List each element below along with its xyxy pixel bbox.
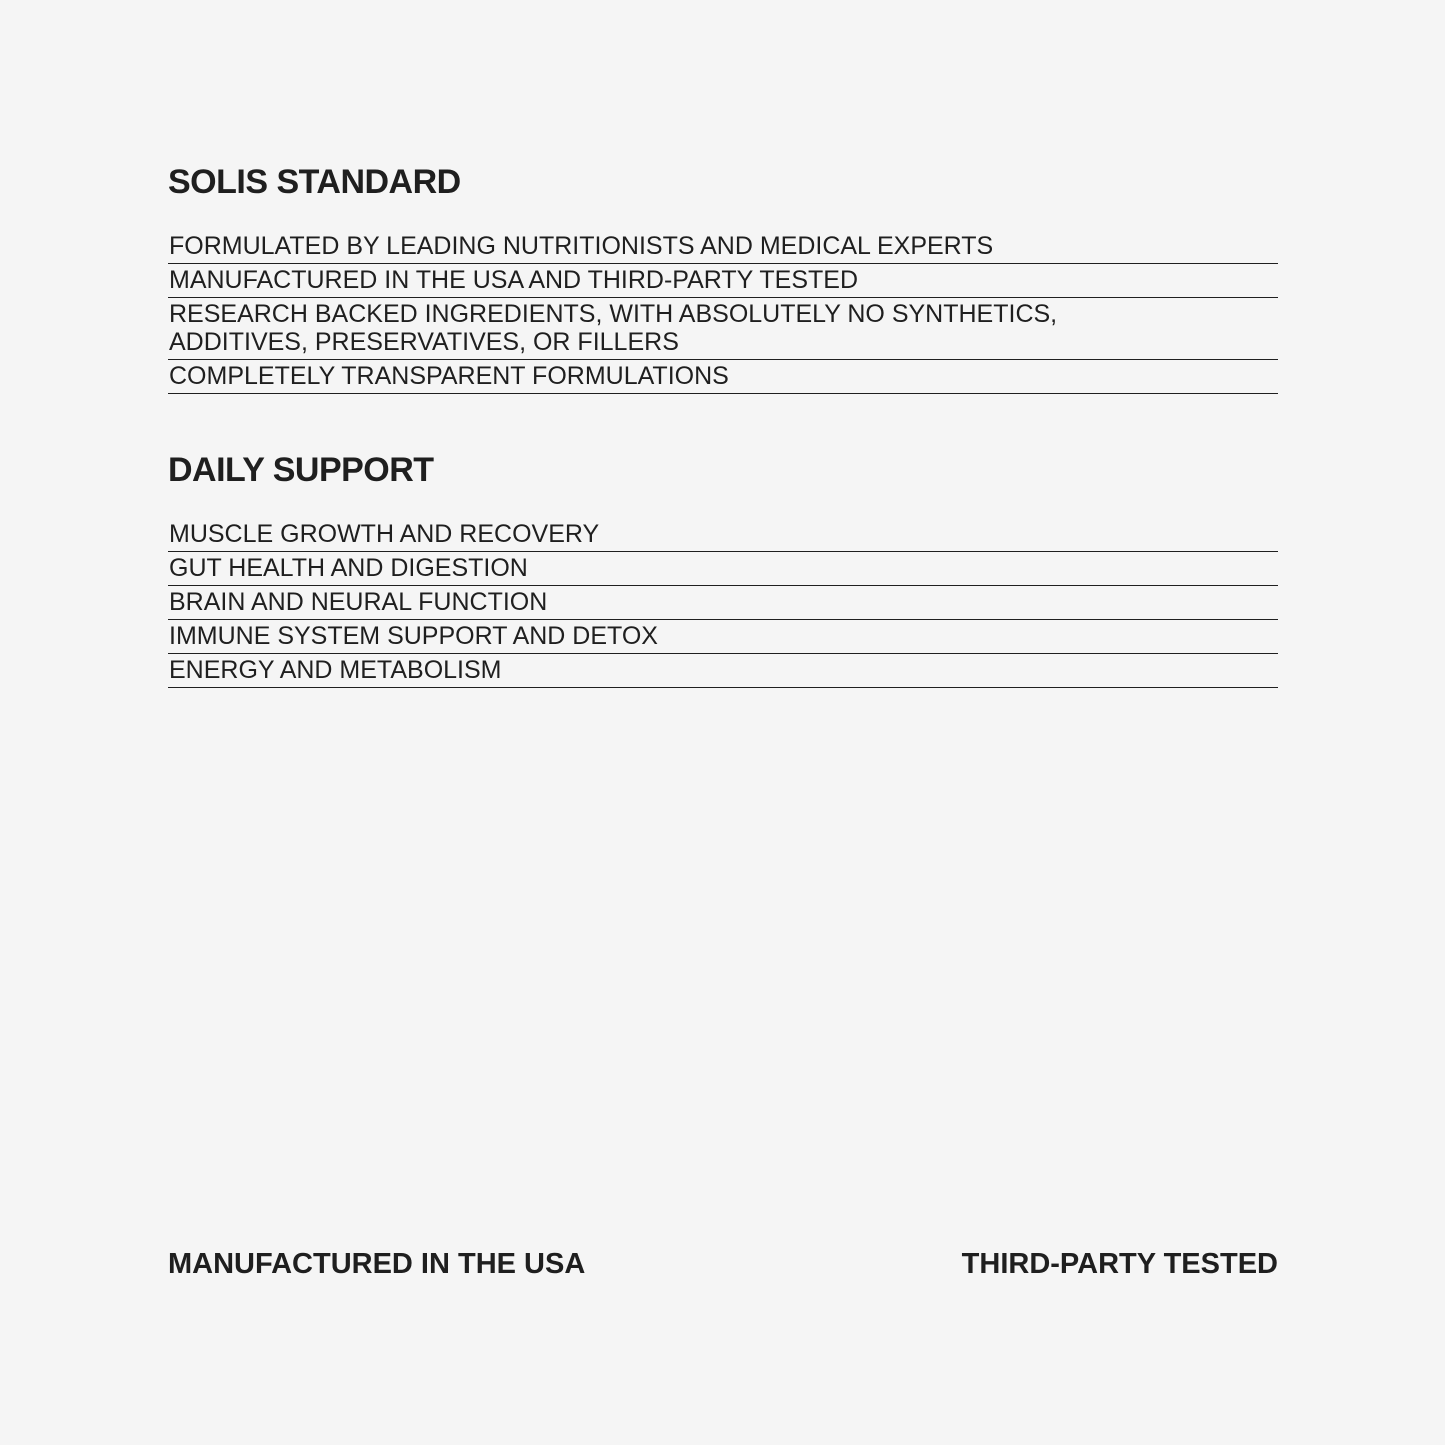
list-item: ENERGY AND METABOLISM: [168, 654, 1278, 688]
list: [168, 518, 1278, 688]
section-title: DAILY SUPPORT: [168, 451, 434, 489]
footer: [168, 1246, 1278, 1282]
spacer: [168, 394, 1278, 448]
list-item: FORMULATED BY LEADING NUTRITIONISTS AND MEDICAL EXPERTS: [168, 230, 1278, 264]
list-item: COMPLETELY TRANSPARENT FORMULATIONS: [168, 360, 1278, 394]
list-item: BRAIN AND NEURAL FUNCTION: [168, 586, 1278, 620]
section-solis-standard: [168, 160, 1278, 394]
section-daily-support: [168, 448, 1278, 688]
list-item: MUSCLE GROWTH AND RECOVERY: [168, 518, 1278, 552]
footer-right-text: THIRD-PARTY TESTED: [961, 1248, 1278, 1280]
list: [168, 230, 1278, 394]
section-title: SOLIS STANDARD: [168, 163, 461, 201]
list-item: MANUFACTURED IN THE USA AND THIRD-PARTY TESTED: [168, 264, 1278, 298]
content: [168, 160, 1278, 688]
footer-left-text: MANUFACTURED IN THE USA: [168, 1248, 586, 1280]
list-item: GUT HEALTH AND DIGESTION: [168, 552, 1278, 586]
list-item: RESEARCH BACKED INGREDIENTS, WITH ABSOLUTELY NO SYNTHETICS, ADDITIVES, PRESERVATIVES, OR FILLERS: [168, 298, 1278, 360]
list-item: IMMUNE SYSTEM SUPPORT AND DETOX: [168, 620, 1278, 654]
